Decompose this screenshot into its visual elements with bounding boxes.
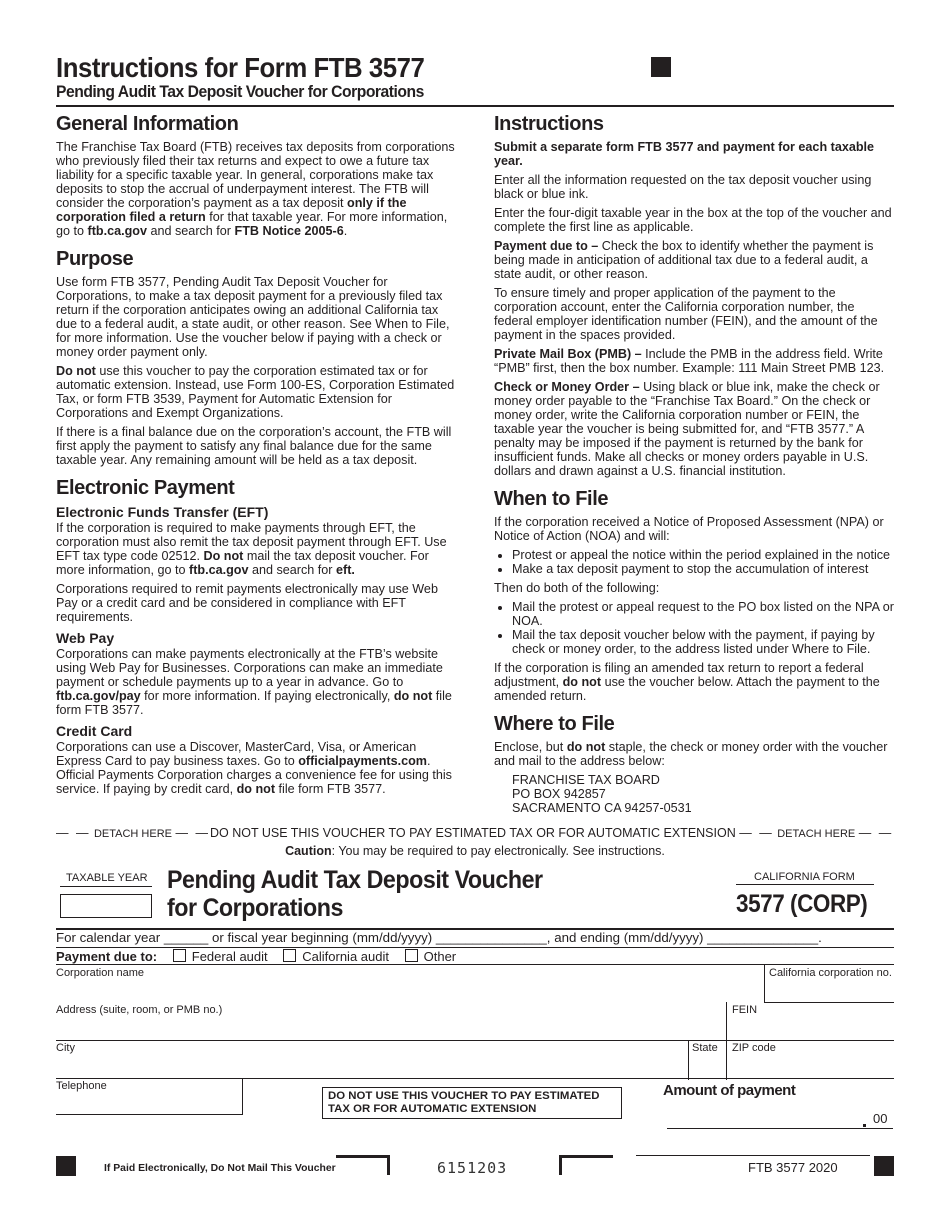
detach-center: DO NOT USE THIS VOUCHER TO PAY ESTIMATED TAX OR FOR AUTOMATIC EXTENSION [209, 826, 736, 840]
payment-due-row: Payment due to: Federal audit California audit Other [56, 949, 457, 964]
when-list-1 [494, 548, 894, 576]
corporation-name-label: Corporation name [56, 967, 145, 979]
instructions-paragraph-6: Check or Money Order – Using black or blue ink, make the check or money order payable to the “Franchise Tax Board.” On the check or money order, write the California corporation number or FEIN, the taxable year the voucher is being submitted for, and “FTB 3577.” A penalty may be imposed if the payment is returned by the bank for insufficient funds. Make all checks or money orders payable in U.S. dollars and drawn against a U.S. financial institution. [494, 380, 880, 478]
officialpayments-link[interactable]: officialpayments.com [298, 754, 427, 768]
city-label: City [56, 1042, 75, 1054]
warning-box: DO NOT USE THIS VOUCHER TO PAY ESTIMATED TAX OR FOR AUTOMATIC EXTENSION [322, 1087, 622, 1119]
instructions-paragraph-2: Enter the four-digit taxable year in the box at the top of the voucher and complete the first line as applicable. [494, 206, 892, 234]
address-field[interactable] [56, 1017, 724, 1039]
voucher-title: Pending Audit Tax Deposit Voucher for Corporations [167, 866, 543, 922]
instructions-heading: Instructions [494, 113, 604, 135]
list-item: • Mail the tax deposit voucher below with the payment, if paying by check or money order, to the address listed under Where to File. [512, 628, 894, 656]
detach-left: DETACH HERE [93, 828, 172, 840]
taxable-year-label: TAXABLE YEAR [66, 872, 148, 884]
page-title: Instructions for Form FTB 3577 [56, 52, 425, 83]
instructions-paragraph-1: Enter all the information requested on the tax deposit voucher using black or blue ink. [494, 173, 872, 201]
footer-bracket-right [559, 1155, 613, 1175]
ca-form-label: CALIFORNIA FORM [754, 871, 855, 883]
eft-paragraph-1: If the corporation is required to make payments through EFT, the corporation must also remit the tax deposit payment through EFT. Use EFT tax type code 02512. Do not mail the tax deposit voucher. For more information, go to ftb.ca.gov and search for eft. [56, 521, 447, 577]
amount-field[interactable] [667, 1104, 863, 1128]
telephone-field[interactable] [56, 1094, 242, 1114]
general-paragraph: The Franchise Tax Board (FTB) receives tax deposits from corporations who previously filed their tax returns and expect to owe a future tax liability for a specific taxable year. In general, corporations make tax deposits to stop the accrual of underpayment interest. The FTB will consider the corporation’s payment as a tax deposit only if the corporation filed a return for that taxable year. For more information, go to ftb.ca.gov and search for FTB Notice 2005-6. [56, 140, 455, 238]
credit-heading: Credit Card [56, 723, 133, 739]
telephone-label: Telephone [56, 1080, 107, 1092]
mailing-address: FRANCHISE TAX BOARD PO BOX 942857 SACRAMENTO CA 94257-0531 [512, 773, 692, 815]
federal-audit-checkbox[interactable] [173, 949, 186, 962]
when-paragraph-3: If the corporation is filing an amended tax return to report a federal adjustment, do not use the voucher below. Attach the payment to the amended return. [494, 661, 880, 703]
other-checkbox[interactable] [405, 949, 418, 962]
detach-line: — — DETACH HERE — —DO NOT USE THIS VOUCHER TO PAY ESTIMATED TAX OR FOR AUTOMATIC EXTENSION — — DETACH HERE — — [56, 826, 894, 840]
general-heading: General Information [56, 113, 239, 135]
amount-label: Amount of payment [663, 1082, 796, 1099]
eft-heading: Electronic Funds Transfer (EFT) [56, 504, 269, 520]
purpose-paragraph-3: If there is a final balance due on the corporation’s account, the FTB will first apply the payment to satisfy any final balance due for the same taxable year. Any remaining amount will be held as a tax deposit. [56, 425, 452, 467]
zip-label: ZIP code [732, 1042, 776, 1054]
purpose-paragraph-1: Use form FTB 3577, Pending Audit Tax Deposit Voucher for Corporations, to make a tax deposit payment for a previously filed tax return if the corporation anticipates owing an additional California tax due to a federal audit, a state audit, or other reason. See When to File, for more information. Use the voucher below if paying with a check or money order payment only. [56, 275, 450, 359]
left-column [56, 103, 461, 801]
list-item: • Protest or appeal the notice within the period explained in the notice [512, 548, 894, 562]
caution-line: Caution: You may be required to pay electronically. See instructions. [285, 844, 665, 858]
footer-mark-left [56, 1156, 76, 1176]
fein-field[interactable] [728, 1017, 893, 1039]
when-heading: When to File [494, 488, 609, 510]
when-list-2 [494, 600, 894, 656]
list-item: • Make a tax deposit payment to stop the accumulation of interest [512, 562, 894, 576]
footer-left-text: If Paid Electronically, Do Not Mail This Voucher [104, 1163, 336, 1174]
instructions-lead: Submit a separate form FTB 3577 and payment for each taxable year. [494, 140, 875, 168]
footer-code: 6151203 [437, 1159, 508, 1177]
right-column [494, 103, 894, 815]
footer-form-id: FTB 3577 2020 [748, 1160, 838, 1175]
calendar-line: For calendar year ______ or fiscal year beginning (mm/dd/yyyy) _______________, and ending (mm/dd/yyyy) _______________. [56, 930, 822, 945]
where-paragraph: Enclose, but do not staple, the check or money order with the voucher and mail to the address below: [494, 740, 888, 768]
state-label: State [692, 1042, 718, 1054]
ftb-pay-link[interactable]: ftb.ca.gov/pay [56, 689, 141, 703]
where-heading: Where to File [494, 713, 615, 735]
footer-mark-right [874, 1156, 894, 1176]
city-field[interactable] [56, 1055, 686, 1077]
taxable-year-input[interactable] [60, 894, 152, 918]
footer-bracket-left [336, 1155, 390, 1175]
zip-field[interactable] [728, 1055, 893, 1077]
ca-corp-number-field[interactable] [765, 980, 893, 1000]
payment-due-label: Payment due to: [56, 949, 158, 964]
credit-paragraph: Corporations can use a Discover, MasterCard, Visa, or American Express Card to pay business taxes. Go to officialpayments.com. Official Payments Corporation charges a convenience fee for using this service. If paying by credit card, do not file form FTB 3577. [56, 740, 452, 796]
when-paragraph-1: If the corporation received a Notice of Proposed Assessment (NPA) or Notice of Action (NOA) and will: [494, 515, 884, 543]
ca-corp-number-label: California corporation no. [769, 967, 892, 979]
list-item: • Mail the protest or appeal request to the PO box listed on the NPA or NOA. [512, 600, 894, 628]
california-audit-checkbox[interactable] [283, 949, 296, 962]
eft-paragraph-2: Corporations required to remit payments electronically may use Web Pay or a credit card and be considered in compliance with EFT requirements. [56, 582, 438, 624]
webpay-heading: Web Pay [56, 630, 115, 646]
when-paragraph-2: Then do both of the following: [494, 581, 660, 595]
amount-decimal-dot [863, 1124, 866, 1127]
instructions-paragraph-5: Private Mail Box (PMB) – Include the PMB in the address field. Write “PMB” first, then the box number. Example: 111 Main Street PMB 123. [494, 347, 885, 375]
instructions-paragraph-3: Payment due to – Check the box to identify whether the payment is being made in anticipation of additional tax due to a federal audit, a state audit, or other reason. [494, 239, 874, 281]
ftb-link[interactable]: ftb.ca.gov [189, 563, 249, 577]
amount-cents: 00 [873, 1111, 888, 1126]
instructions-paragraph-4: To ensure timely and proper application of the payment to the corporation account, enter the California corporation number, the federal employer identification number (FEIN), and the amount of the payment in the spaces provided. [494, 286, 878, 342]
page-subtitle: Pending Audit Tax Deposit Voucher for Corporations [56, 83, 424, 101]
address-label: Address (suite, room, or PMB no.) [56, 1004, 223, 1016]
purpose-paragraph-2: Do not use this voucher to pay the corporation estimated tax or for automatic extension. Instead, use Form 100-ES, Corporation Estimated Tax, or form FTB 3539, Payment for Automatic Extension for Corporations and Exempt Organizations. [56, 364, 455, 420]
webpay-paragraph: Corporations can make payments electronically at the FTB’s website using Web Pay for Businesses. Corporations can make an immediate payment or schedule payments up to a year in advance. Go to ftb.ca.gov/pay for more information. If paying electronically, do not file form FTB 3577. [56, 647, 452, 717]
purpose-heading: Purpose [56, 248, 134, 270]
detach-right: DETACH HERE [777, 828, 856, 840]
corporation-name-field[interactable] [56, 980, 762, 1000]
form-number: 3577 (CORP) [736, 890, 868, 918]
registration-mark [651, 57, 671, 77]
state-field[interactable] [690, 1055, 724, 1077]
epay-heading: Electronic Payment [56, 477, 235, 499]
fein-label: FEIN [732, 1004, 758, 1016]
ftb-link[interactable]: ftb.ca.gov [87, 224, 147, 238]
